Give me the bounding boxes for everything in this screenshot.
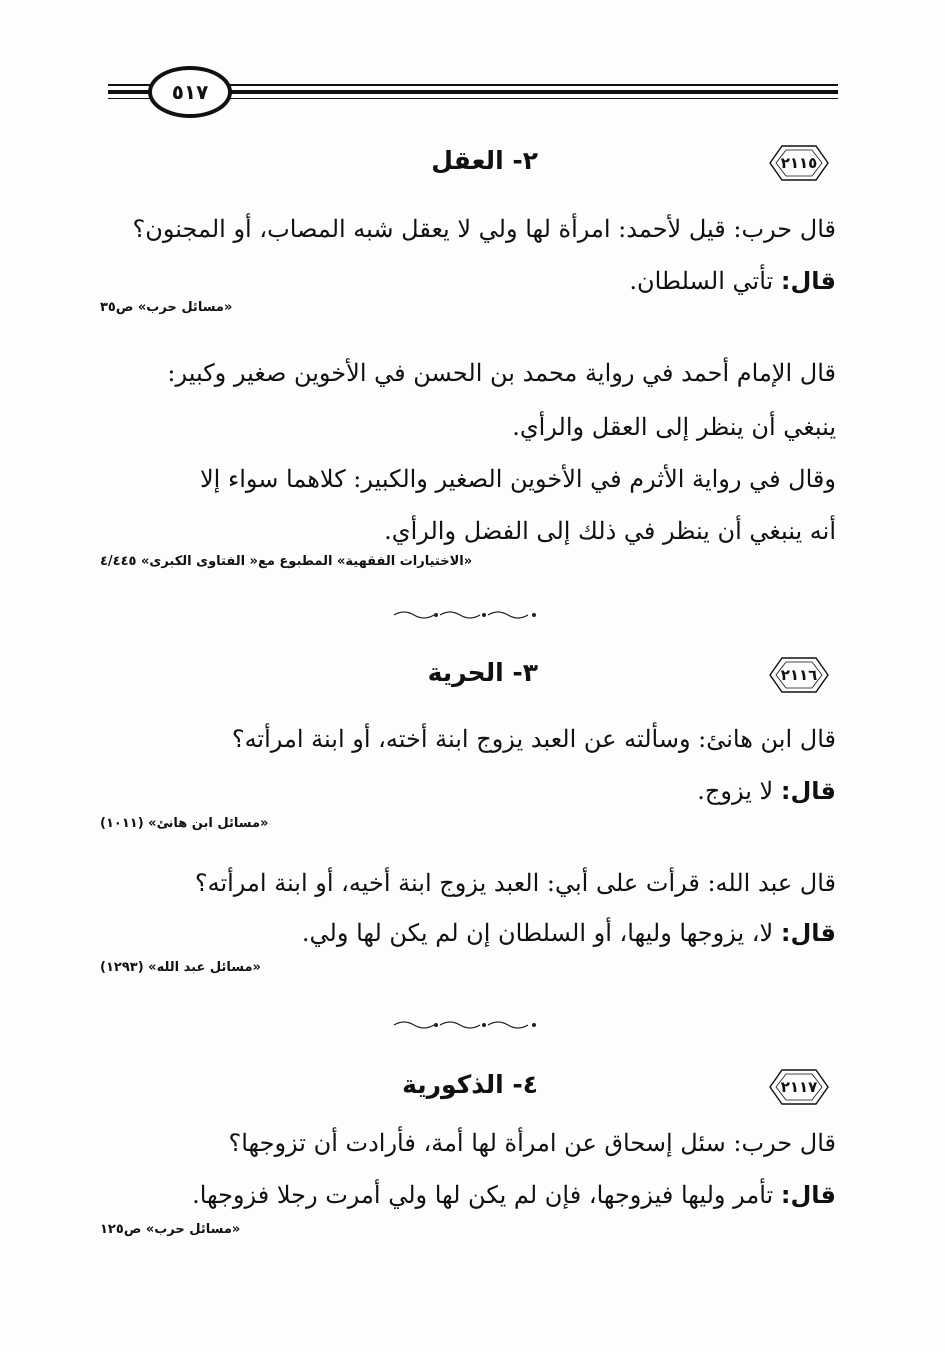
paragraph xyxy=(96,712,836,766)
paragraph-text: أنه ينبغي أن ينظر في ذلك إلى الفضل والرأي. xyxy=(384,517,836,545)
paragraph-text: لا، يزوجها وليها، أو السلطان إن لم يكن لها ولي. xyxy=(301,919,781,947)
issue-number: ٢١١٦ xyxy=(780,666,818,684)
paragraph-text: قال ابن هانئ: وسألته عن العبد يزوج ابنة أخته، أو ابنة امرأته؟ xyxy=(231,725,836,753)
section-divider-ornament-icon xyxy=(390,1018,550,1032)
page-header xyxy=(108,58,838,128)
paragraph-text: قال حرب: قيل لأحمد: امرأة لها ولي لا يعقل شبه المصاب، أو المجنون؟ xyxy=(132,215,836,243)
source-citation: «مسائل حرب» ص١٢٥ xyxy=(100,1222,241,1237)
source-citation: «مسائل عبد الله» (١٢٩٣) xyxy=(100,960,261,975)
section-heading xyxy=(110,654,838,698)
paragraph xyxy=(96,346,836,400)
source-citation: «مسائل حرب» ص٣٥ xyxy=(100,300,233,315)
section-title: ٣- الحرية xyxy=(427,658,538,687)
source-citation: «الاختيارات الفقهية» المطبوع مع« الفتاوى الكبرى» ٤/٤٤٥ xyxy=(100,554,473,569)
paragraph-text: لا يزوج. xyxy=(697,777,781,805)
issue-number: ٢١١٥ xyxy=(780,154,818,172)
paragraph xyxy=(96,1116,836,1170)
section-divider-ornament-icon xyxy=(390,608,550,622)
paragraph-text: قال حرب: سئل إسحاق عن امرأة لها أمة، فأرادت أن تزوجها؟ xyxy=(228,1129,836,1157)
issue-number-badge xyxy=(760,142,838,184)
paragraph-text: قال الإمام أحمد في رواية محمد بن الحسن في الأخوين صغير وكبير: xyxy=(167,359,836,387)
paragraph xyxy=(96,202,836,256)
answer-label: قال: xyxy=(780,777,836,805)
paragraph xyxy=(96,764,836,818)
paragraph xyxy=(96,400,836,454)
paragraph-text: تأتي السلطان. xyxy=(629,267,781,295)
section-title: ٤- الذكورية xyxy=(402,1070,538,1099)
paragraph xyxy=(96,1168,836,1222)
paragraph xyxy=(96,906,836,960)
paragraph-text: وقال في رواية الأثرم في الأخوين الصغير والكبير: كلاهما سواء إلا xyxy=(199,465,836,493)
issue-number: ٢١١٧ xyxy=(780,1078,818,1096)
answer-label: قال: xyxy=(780,267,836,295)
answer-label: قال: xyxy=(780,919,836,947)
paragraph xyxy=(96,452,836,506)
paragraph-text: تأمر وليها فيزوجها، فإن لم يكن لها ولي أمرت رجلا فزوجها. xyxy=(192,1181,781,1209)
section-title: ٢- العقل xyxy=(431,146,538,175)
answer-label: قال: xyxy=(780,1181,836,1209)
issue-number-badge xyxy=(760,1066,838,1108)
issue-number-badge xyxy=(760,654,838,696)
page-number: ٥١٧ xyxy=(148,66,232,118)
paragraph xyxy=(96,504,836,558)
paragraph-text: ينبغي أن ينظر إلى العقل والرأي. xyxy=(512,413,836,441)
paragraph xyxy=(96,856,836,910)
source-citation: «مسائل ابن هانئ» (١٠١١) xyxy=(100,816,269,831)
paragraph-text: قال عبد الله: قرأت على أبي: العبد يزوج ابنة أخيه، أو ابنة امرأته؟ xyxy=(194,869,836,897)
section-heading xyxy=(110,1066,838,1110)
section-heading xyxy=(110,142,838,186)
